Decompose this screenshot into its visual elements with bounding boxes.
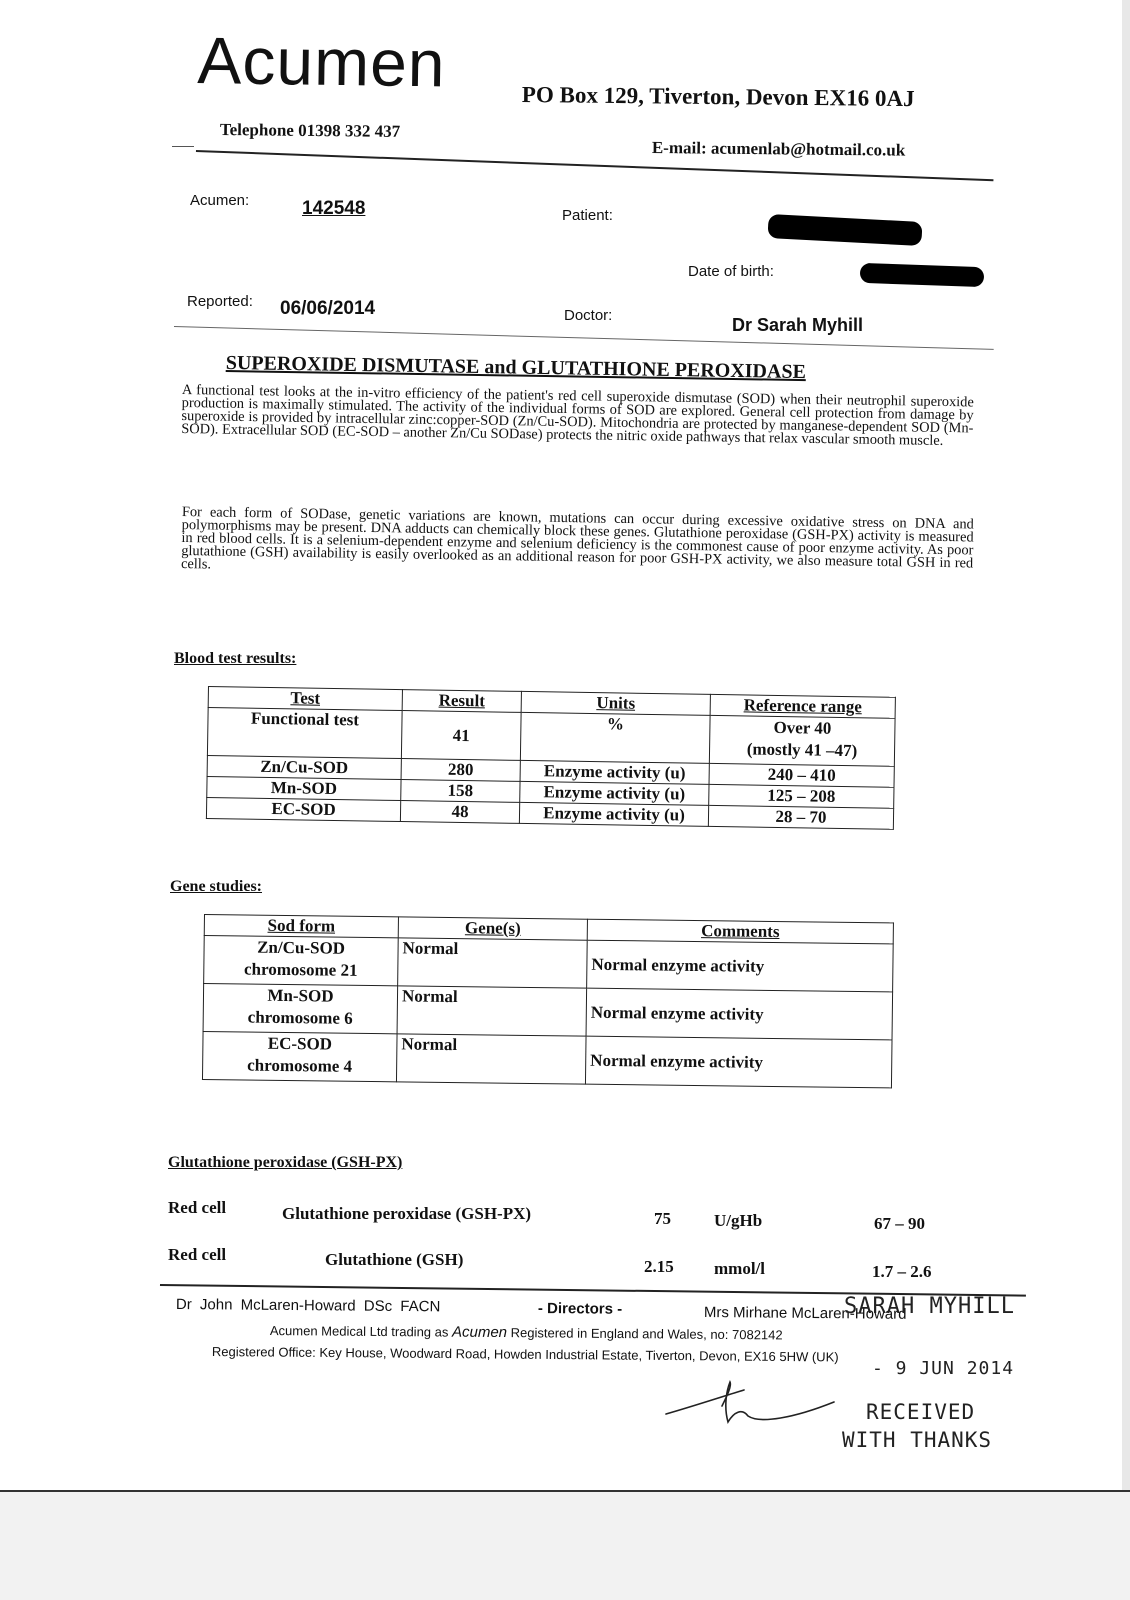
gsh-row-1-value: 75	[654, 1209, 671, 1228]
header-result: Result	[402, 690, 521, 713]
gene-zncu-form	[204, 936, 399, 986]
gsh-row-1-name: Glutathione peroxidase (GSH-PX)	[282, 1204, 532, 1223]
doctor-label: Doctor:	[564, 307, 613, 324]
director-2: Mrs Mirhane McLaren-Howard	[703, 1304, 907, 1323]
intro-paragraph-2: For each form of SODase, genetic variations are known, mutations can occur during excessive oxidative stress on DNA and polymorphisms may be present. DNA adducts can chemically block these genes. Glutathione peroxidase (GSH-PX) activity is measured in red blood cells. It is a selenium-dependent enzyme and selenium deficiency is the commonest cause of poor enzyme activity. As poor glutathione (GSH) availability is easily overlooked as an additional reason for poor GSH-PX activity, we also measure total GSH in red cells.	[180, 504, 974, 573]
header-reference: Reference range	[710, 694, 895, 718]
ec-result: 48	[400, 801, 519, 824]
report-title: SUPEROXIDE DISMUTASE and GLUTATHIONE PEROXIDASE	[225, 352, 807, 384]
scan-right-edge	[1122, 0, 1130, 1490]
gene-mn-form-line2: chromosome 6	[247, 1007, 353, 1028]
directors-label: - Directors -	[537, 1300, 623, 1318]
functional-test-result: 41	[401, 711, 521, 761]
gene-ec-form-line2: chromosome 4	[247, 1055, 353, 1076]
functional-test-reference	[709, 715, 895, 766]
acumen-logo: Acumen	[196, 22, 447, 101]
header-units: Units	[521, 691, 710, 715]
dob-redaction	[860, 263, 985, 287]
gene-zncu-form-line2: chromosome 21	[243, 959, 358, 980]
gene-ec-form	[202, 1031, 397, 1081]
dob-label: Date of birth:	[688, 263, 774, 280]
stamp-name: SARAH MYHILL	[844, 1294, 1015, 1319]
reported-date: 06/06/2014	[280, 298, 376, 319]
gene-mn-form-line1: Mn-SOD	[267, 985, 334, 1006]
header-test: Test	[208, 687, 402, 711]
reported-label: Reported:	[187, 293, 253, 310]
gsh-px-heading: Glutathione peroxidase (GSH-PX)	[168, 1154, 403, 1171]
info-divider	[174, 326, 994, 350]
gsh-row-2-name: Glutathione (GSH)	[325, 1250, 464, 1269]
table-row	[203, 984, 893, 1040]
gsh-row-1-ref: 67 – 90	[874, 1214, 925, 1233]
ec-units: Enzyme activity (u)	[519, 802, 708, 826]
ec-reference: 28 – 70	[708, 805, 893, 829]
stamp-received: RECEIVED	[866, 1400, 976, 1424]
acumen-id-label: Acumen:	[190, 192, 250, 209]
functional-test-name: Functional test	[207, 708, 402, 759]
zncu-test-name: Zn/Cu-SOD	[207, 755, 401, 779]
gene-ec-form-line1: EC-SOD	[267, 1033, 333, 1054]
table-row	[202, 1031, 892, 1087]
gene-zncu-status: Normal	[398, 938, 588, 988]
functional-ref-line2: (mostly 41 –47)	[746, 739, 858, 761]
gene-mn-form	[203, 984, 398, 1034]
company-brand: Acumen	[451, 1323, 508, 1342]
mn-units: Enzyme activity (u)	[520, 781, 709, 805]
mn-result: 158	[401, 780, 520, 803]
gene-studies-heading: Gene studies:	[170, 878, 262, 895]
ec-test-name: EC-SOD	[206, 797, 400, 821]
dash-mark	[172, 146, 194, 147]
company-prefix: Acumen Medical Ltd trading as	[269, 1323, 449, 1340]
gene-zncu-form-line1: Zn/Cu-SOD	[257, 937, 346, 958]
patient-name-redaction	[767, 214, 922, 246]
patient-label: Patient:	[562, 207, 613, 224]
mn-test-name: Mn-SOD	[207, 776, 401, 800]
gene-studies-table	[202, 914, 894, 1088]
gsh-row-2-value: 2.15	[644, 1257, 674, 1276]
lab-address: PO Box 129, Tiverton, Devon EX16 0AJ	[521, 82, 915, 112]
blood-test-heading: Blood test results:	[174, 650, 297, 667]
gsh-row-2-ref: 1.7 – 2.6	[872, 1262, 932, 1281]
functional-ref-line1: Over 40	[773, 717, 832, 738]
gsh-row-2-unit: mmol/l	[714, 1259, 765, 1278]
gene-mn-status: Normal	[397, 986, 587, 1036]
header-genes: Gene(s)	[398, 917, 587, 940]
gsh-row-1-cell: Red cell	[168, 1198, 227, 1217]
gene-ec-status: Normal	[396, 1034, 586, 1084]
stamp-with-thanks: WITH THANKS	[842, 1428, 993, 1452]
lab-email: E-mail: acumenlab@hotmail.co.uk	[651, 138, 906, 160]
header-sod-form: Sod form	[204, 915, 398, 938]
zncu-units: Enzyme activity (u)	[520, 760, 709, 784]
gene-mn-comment: Normal enzyme activity	[586, 988, 893, 1040]
company-suffix: Registered in England and Wales, no: 7082142	[510, 1325, 783, 1343]
header-comments: Comments	[587, 919, 893, 944]
director-1: Dr John McLaren-Howard DSc FACN	[175, 1296, 441, 1316]
table-row	[204, 936, 894, 992]
mn-reference: 125 – 208	[709, 784, 894, 808]
gsh-row-2-cell: Red cell	[168, 1245, 227, 1264]
stamp-date: - 9 JUN 2014	[872, 1358, 1015, 1379]
doctor-name: Dr Sarah Myhill	[732, 315, 864, 335]
zncu-reference: 240 – 410	[709, 763, 894, 787]
company-registration	[270, 1322, 783, 1343]
registered-office: Registered Office: Key House, Woodward Road, Howden Industrial Estate, Tiverton, Devon, EX16 5HW (UK)	[211, 1344, 839, 1365]
intro-paragraph-1: A functional test looks at the in-vitro efficiency of the patient's red cell superoxide dismutase (SOD) when their neutrophil superoxide production is maximally stimulated. The activity of the individual forms of SOD are explored. General cell protection from damage by superoxide is provided by intracellular zinc:copper-SOD (Zn/Cu-SOD). Mitochondria are protected by manganese-dependent SOD (Mn-SOD). Extracellular SOD (EC-SOD – another Zn/Cu SODase) protects the nitric oxide pathways that relax vascular smooth muscle.	[181, 382, 974, 449]
acumen-id-value: 142548	[302, 198, 366, 219]
scan-bottom-area	[0, 1492, 1130, 1600]
blood-test-table	[206, 686, 896, 830]
lab-telephone: Telephone 01398 332 437	[219, 120, 401, 141]
functional-test-units: %	[520, 712, 710, 763]
gene-zncu-comment: Normal enzyme activity	[587, 940, 894, 992]
gsh-row-1-unit: U/gHb	[714, 1211, 763, 1230]
zncu-result: 280	[401, 759, 520, 782]
handwritten-signature	[664, 1378, 864, 1438]
gene-ec-comment: Normal enzyme activity	[585, 1036, 892, 1088]
